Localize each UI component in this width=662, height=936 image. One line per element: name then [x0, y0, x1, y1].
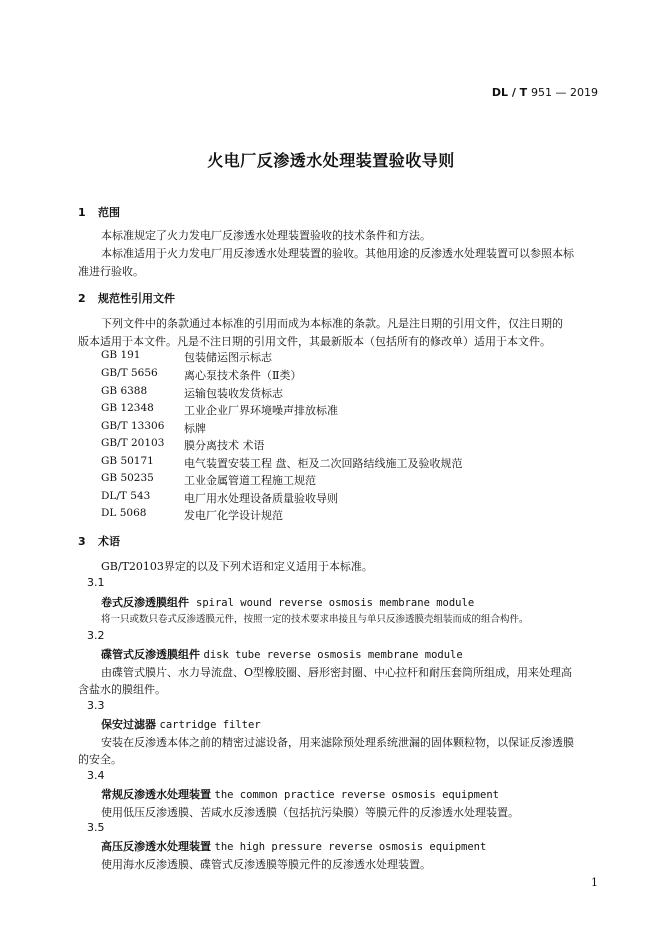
document-title: 火电厂反渗透水处理装置验收导则: [207, 151, 455, 170]
reference-code: GB 50171: [101, 455, 154, 467]
term-english: cartridge filter: [159, 719, 261, 731]
reference-code: GB 50235: [101, 472, 154, 484]
reference-title: 离心泵技术条件（Ⅱ类）: [184, 369, 302, 382]
standard-code: [492, 86, 598, 99]
term-chinese: 高压反渗透水处理装置: [101, 840, 211, 853]
term-definition: 使用低压反渗透膜、苦咸水反渗透膜（包括抗污染膜）等膜元件的反渗透水处理装置。: [101, 806, 519, 819]
section-title: 术语: [98, 535, 120, 548]
term-entry: [101, 594, 474, 610]
reference-title: 工业企业厂界环境噪声排放标准: [184, 404, 338, 417]
reference-code: GB/T 5656: [101, 367, 158, 379]
reference-code: GB 12348: [101, 402, 154, 414]
reference-title: 膜分离技术 术语: [184, 439, 265, 452]
section-title: 规范性引用文件: [98, 292, 175, 305]
term-number: 3.2: [87, 629, 105, 642]
paragraph-continuation: 版本适用于本文件。凡是不注日期的引用文件，其最新版本（包括所有的修改单）适用于本文件。: [78, 335, 551, 348]
standard-prefix: DL / T: [491, 86, 528, 99]
paragraph: 本标准适用于火力发电厂用反渗透水处理装置的验收。其他用途的反渗透水处理装置可以参照本标: [101, 247, 574, 260]
term-chinese: 保安过滤器: [101, 718, 156, 731]
term-english: disk tube reverse osmosis membrane module: [203, 649, 463, 661]
reference-title: 包装储运图示标志: [184, 351, 272, 364]
reference-title: 运输包装收发货标志: [184, 387, 283, 400]
reference-code: GB 191: [101, 349, 141, 361]
term-definition-continuation: 含盐水的膜组件。: [78, 683, 166, 696]
reference-code: GB 6388: [101, 385, 148, 397]
term-entry: [101, 646, 463, 662]
section-title: 范围: [98, 206, 120, 219]
term-definition: 将一只或数只卷式反渗透膜元件，按照一定的技术要求串接且与单只反渗透膜壳组装而成的组合构件。: [101, 614, 529, 625]
term-chinese: 卷式反渗透膜组件: [101, 596, 189, 609]
term-number: 3.3: [87, 699, 105, 712]
section-number: 1: [78, 206, 86, 219]
reference-title: 发电厂化学设计规范: [184, 509, 283, 522]
reference-code: DL 5068: [101, 507, 147, 519]
page-number: 1: [591, 876, 598, 889]
term-entry: [101, 716, 261, 732]
reference-title: 电气装置安装工程 盘、柜及二次回路结线施工及验收规范: [184, 457, 463, 470]
term-chinese: 碟管式反渗透膜组件: [101, 648, 200, 661]
term-chinese: 常规反渗透水处理装置: [101, 788, 211, 801]
term-english: spiral wound reverse osmosis membrane module: [196, 597, 475, 609]
term-number: 3.1: [87, 576, 105, 589]
term-number: 3.5: [87, 821, 105, 834]
reference-code: GB/T 20103: [101, 437, 165, 449]
paragraph-continuation: 准进行验收。: [78, 265, 144, 278]
term-english: the common practice reverse osmosis equipment: [214, 789, 499, 801]
term-number: 3.4: [87, 769, 105, 782]
section-number: 3: [78, 535, 86, 548]
standard-number: 951 — 2019: [531, 86, 598, 99]
paragraph: 本标准规定了火力发电厂反渗透水处理装置验收的技术条件和方法。: [101, 229, 431, 242]
reference-title: 电厂用水处理设备质量验收导则: [184, 492, 338, 505]
section-number: 2: [78, 292, 86, 305]
term-definition: 由碟管式膜片、水力导流盘、O型橡胶圈、唇形密封圈、中心拉杆和耐压套筒所组成，用来处理高: [101, 666, 573, 679]
term-entry: [101, 786, 499, 802]
section-3-heading: [78, 533, 120, 549]
paragraph: 下列文件中的条款通过本标准的引用而成为本标准的条款。凡是注日期的引用文件，仅注日期的: [101, 317, 563, 330]
section-1-heading: [78, 204, 120, 220]
paragraph: GB/T20103界定的以及下列术语和定义适用于本标准。: [101, 560, 373, 573]
term-english: the high pressure reverse osmosis equipment: [214, 841, 487, 853]
term-definition: 使用海水反渗透膜、碟管式反渗透膜等膜元件的反渗透水处理装置。: [101, 858, 431, 871]
section-2-heading: [78, 290, 175, 306]
term-entry: [101, 838, 486, 854]
term-definition: 安装在反渗透本体之前的精密过滤设备，用来滤除预处理系统泄漏的固体颗粒物，以保证反渗透膜: [101, 736, 574, 749]
reference-title: 工业金属管道工程施工规范: [184, 474, 316, 487]
term-definition-continuation: 的安全。: [78, 753, 122, 766]
reference-title: 标牌: [184, 422, 206, 435]
reference-code: GB/T 13306: [101, 420, 165, 432]
reference-code: DL/T 543: [101, 490, 151, 502]
